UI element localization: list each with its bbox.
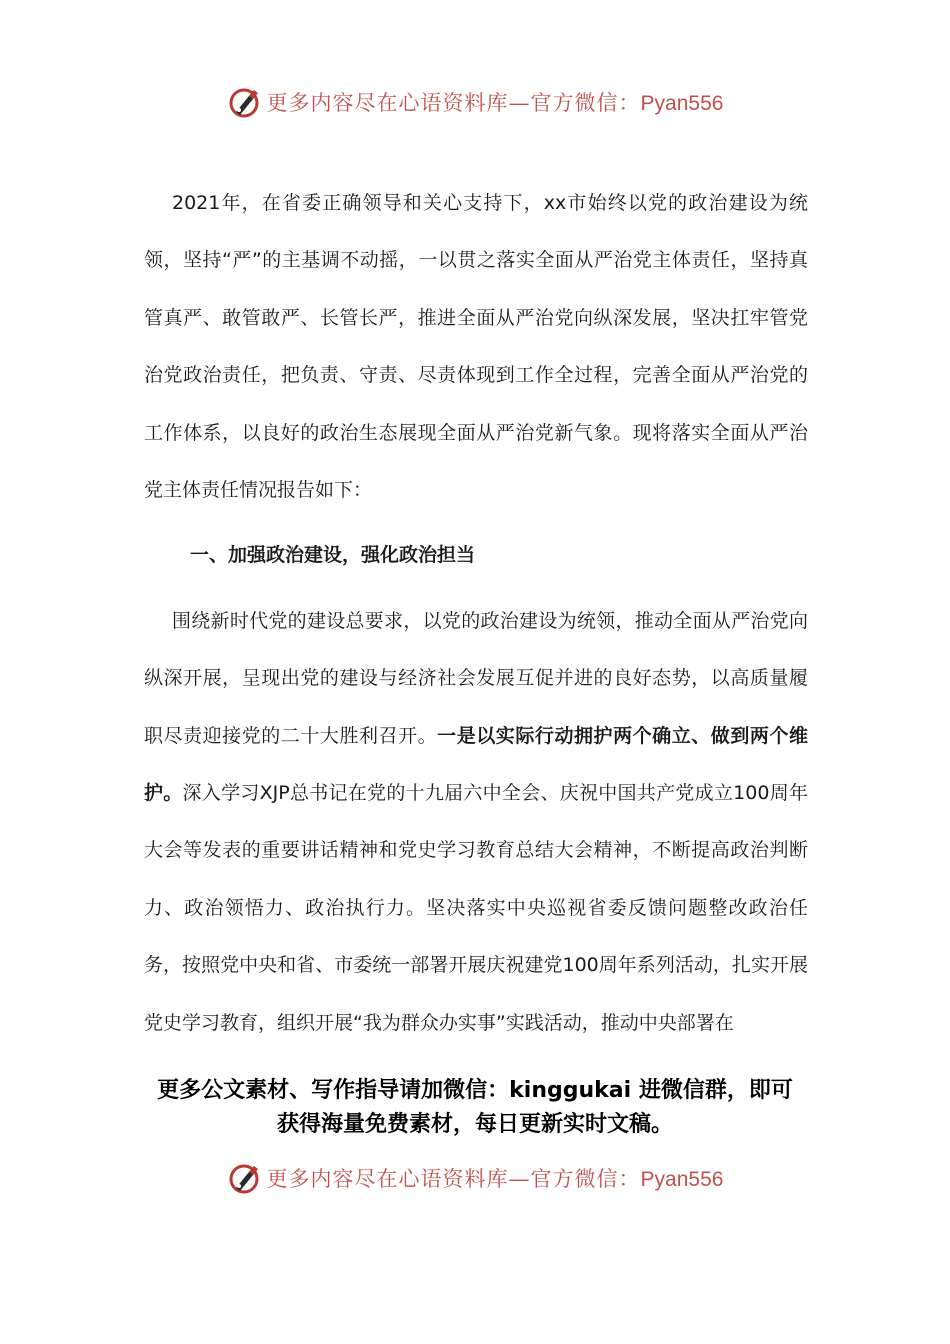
pen-nib-logo-icon (227, 84, 263, 120)
intro-paragraph: 2021年，在省委正确领导和关心支持下，xx市始终以党的政治建设为统领，坚持“严”的主基调不动摇，一以贯之落实全面从严治党主体责任，坚持真管真严、敢管敢严、长管长严，推进全面从严治党向纵深发展，坚决扛牢管党治党政治责任，把负责、守责、尽责体现到工作全过程，完善全面从严治党的工作体系，以良好的政治生态展现全面从严治党新气象。现将落实全面从严治党主体责任情况报告如下： (144, 192, 808, 502)
paragraph-rest: 深入学习XJP总书记在党的十九届六中全会、庆祝中国共产党成立100周年大会等发表的重要讲话精神和党史学习教育总结大会精神，不断提高政治判断力、政治领悟力、政治执行力。坚决落实中央巡视省委反馈问题整改政治任务，按照党中央和省、市委统一部署开展庆祝建党100周年系列活动，扎实开展党史学习教育，组织开展“我为群众办实事”实践活动，推动中央部署在 (144, 782, 808, 1034)
promo-line-1: 更多公文素材、写作指导请加微信：kinggukai 进微信群，即可 (157, 1078, 793, 1103)
document-body (144, 175, 808, 1052)
banner-text: 更多内容尽在心语资料库—官方微信：Pyan556 (266, 91, 724, 115)
promo-line-2: 获得海量免费素材，每日更新实时文稿。 (276, 1112, 673, 1137)
promo-notice (130, 1074, 820, 1142)
header-banner (0, 82, 950, 122)
paragraph-highlight: 一是以实际行动拥护两个确立、做到两个维护。 (144, 724, 808, 805)
section-heading: 一、加强政治建设，强化政治担当 (190, 544, 476, 567)
pen-nib-logo-icon (227, 1160, 263, 1196)
section-paragraph (144, 593, 808, 1052)
banner-text: 更多内容尽在心语资料库—官方微信：Pyan556 (266, 1167, 724, 1191)
paragraph-lead: 围绕新时代党的建设总要求，以党的政治建设为统领，推动全面从严治党向纵深开展，呈现出党的建设与经济社会发展互促并进的良好态势，以高质量履职尽责迎接党的二十大胜利召开。 (144, 609, 808, 747)
footer-banner (0, 1158, 950, 1198)
